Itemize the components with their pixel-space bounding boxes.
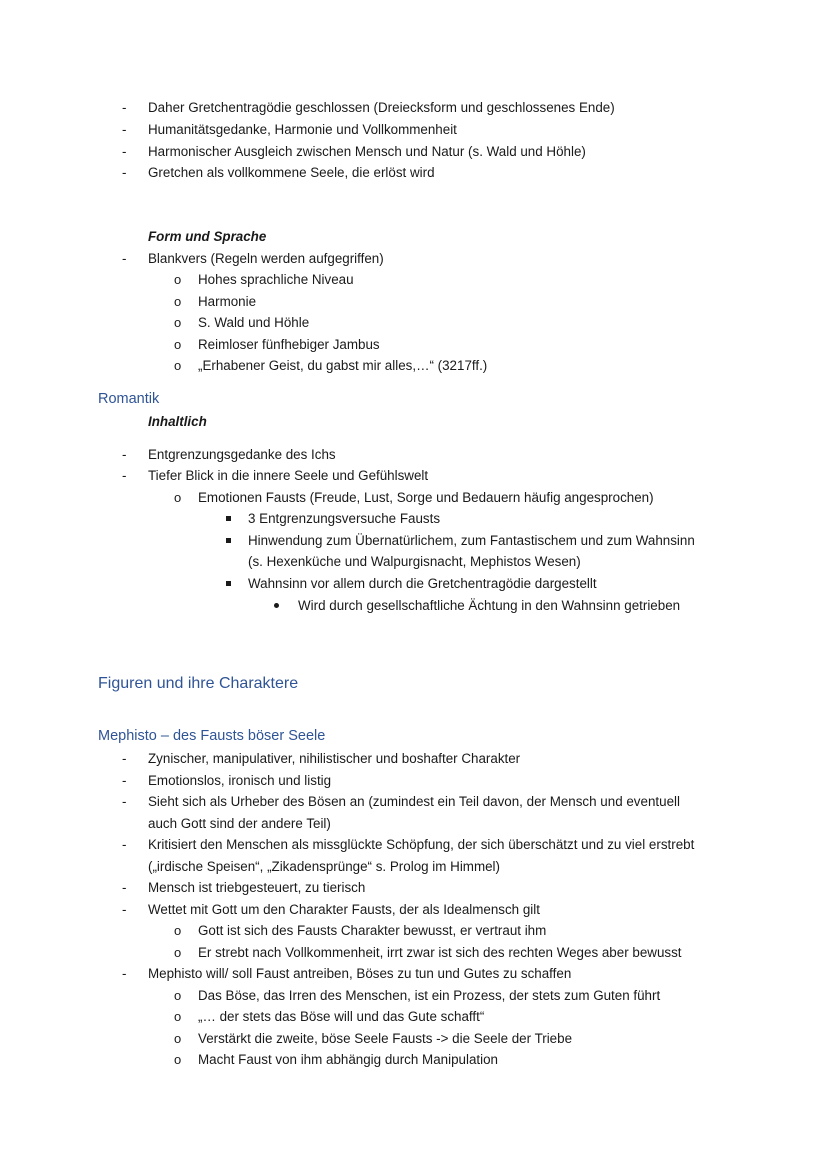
- dash-bullet: -: [122, 468, 127, 483]
- list-item: „… der stets das Böse will und das Gute schafft“: [198, 1009, 485, 1024]
- list-item: Macht Faust von ihm abhängig durch Manipulation: [198, 1052, 498, 1067]
- dash-bullet: -: [122, 447, 127, 462]
- dash-bullet: -: [122, 751, 127, 766]
- dash-bullet: -: [122, 100, 127, 115]
- list-item-continuation: (s. Hexenküche und Walpurgisnacht, Mephistos Wesen): [248, 554, 581, 569]
- circle-bullet: o: [174, 923, 182, 938]
- list-item: Hohes sprachliche Niveau: [198, 272, 354, 287]
- list-item: Hinwendung zum Übernatürlichem, zum Fantastischem und zum Wahnsinn: [248, 533, 695, 548]
- list-item-continuation: auch Gott sind der andere Teil): [148, 816, 331, 831]
- subheading-form-und-sprache: Form und Sprache: [148, 229, 267, 244]
- dash-bullet: -: [122, 144, 127, 159]
- list-item: Gretchen als vollkommene Seele, die erlöst wird: [148, 165, 435, 180]
- list-item: Harmonie: [198, 294, 257, 309]
- circle-bullet: o: [174, 988, 182, 1003]
- dash-bullet: -: [122, 966, 127, 981]
- list-item: Mephisto will/ soll Faust antreiben, Böses zu tun und Gutes zu schaffen: [148, 966, 572, 981]
- circle-bullet: o: [174, 945, 182, 960]
- circle-bullet: o: [174, 1009, 182, 1024]
- list-item: Sieht sich als Urheber des Bösen an (zumindest ein Teil davon, der Mensch und eventuell: [148, 794, 680, 809]
- dash-bullet: -: [122, 773, 127, 788]
- list-item: Harmonischer Ausgleich zwischen Mensch und Natur (s. Wald und Höhle): [148, 144, 586, 159]
- list-item: S. Wald und Höhle: [198, 315, 310, 330]
- list-item: Blankvers (Regeln werden aufgegriffen): [148, 251, 384, 266]
- circle-bullet: o: [174, 315, 182, 330]
- list-item: Humanitätsgedanke, Harmonie und Vollkommenheit: [148, 122, 457, 137]
- dash-bullet: -: [122, 251, 127, 266]
- list-item: Daher Gretchentragödie geschlossen (Dreiecksform und geschlossenes Ende): [148, 100, 615, 115]
- list-item: Zynischer, manipulativer, nihilistischer und boshafter Charakter: [148, 751, 521, 766]
- heading-romantik: Romantik: [98, 391, 160, 407]
- dash-bullet: -: [122, 880, 127, 895]
- dash-bullet: -: [122, 837, 127, 852]
- list-item: Er strebt nach Vollkommenheit, irrt zwar ist sich des rechten Weges aber bewusst: [198, 945, 682, 960]
- list-item: Mensch ist triebgesteuert, zu tierisch: [148, 880, 366, 895]
- heading-figuren: Figuren und ihre Charaktere: [98, 675, 299, 692]
- dash-bullet: -: [122, 794, 127, 809]
- list-item: Wettet mit Gott um den Charakter Fausts, der als Idealmensch gilt: [148, 902, 540, 917]
- circle-bullet: o: [174, 358, 182, 373]
- dash-bullet: -: [122, 165, 127, 180]
- list-item: Reimloser fünfhebiger Jambus: [198, 337, 380, 352]
- list-item: Das Böse, das Irren des Menschen, ist ein Prozess, der stets zum Guten führt: [198, 988, 661, 1003]
- circle-bullet: o: [174, 1052, 182, 1067]
- list-item: Gott ist sich des Fausts Charakter bewusst, er vertraut ihm: [198, 923, 547, 938]
- list-item: Tiefer Blick in die innere Seele und Gefühlswelt: [148, 468, 429, 483]
- circle-bullet: o: [174, 490, 182, 505]
- list-item: Wahnsinn vor allem durch die Gretchentragödie dargestellt: [248, 576, 597, 591]
- dash-bullet: -: [122, 902, 127, 917]
- list-item: Emotionen Fausts (Freude, Lust, Sorge und Bedauern häufig angesprochen): [198, 490, 654, 505]
- list-item: 3 Entgrenzungsversuche Fausts: [248, 511, 441, 526]
- list-item: Kritisiert den Menschen als missglückte Schöpfung, der sich überschätzt und zu viel erstrebt: [148, 837, 695, 852]
- dash-bullet: -: [122, 122, 127, 137]
- heading-mephisto: Mephisto – des Fausts böser Seele: [98, 728, 326, 744]
- round-bullet: [274, 603, 279, 608]
- circle-bullet: o: [174, 294, 182, 309]
- list-item: Wird durch gesellschaftliche Ächtung in den Wahnsinn getrieben: [298, 598, 681, 613]
- circle-bullet: o: [174, 1031, 182, 1046]
- list-item: Emotionslos, ironisch und listig: [148, 773, 332, 788]
- list-item: Entgrenzungsgedanke des Ichs: [148, 447, 336, 462]
- list-item: Verstärkt die zweite, böse Seele Fausts -> die Seele der Triebe: [198, 1031, 573, 1046]
- list-item-continuation: („irdische Speisen“, „Zikadensprünge“ s. Prolog im Himmel): [148, 859, 500, 874]
- circle-bullet: o: [174, 272, 182, 287]
- list-item: „Erhabener Geist, du gabst mir alles,…“ (3217ff.): [198, 358, 488, 373]
- square-bullet: [226, 516, 231, 521]
- square-bullet: [226, 538, 231, 543]
- square-bullet: [226, 581, 231, 586]
- circle-bullet: o: [174, 337, 182, 352]
- subheading-inhaltlich: Inhaltlich: [148, 414, 207, 429]
